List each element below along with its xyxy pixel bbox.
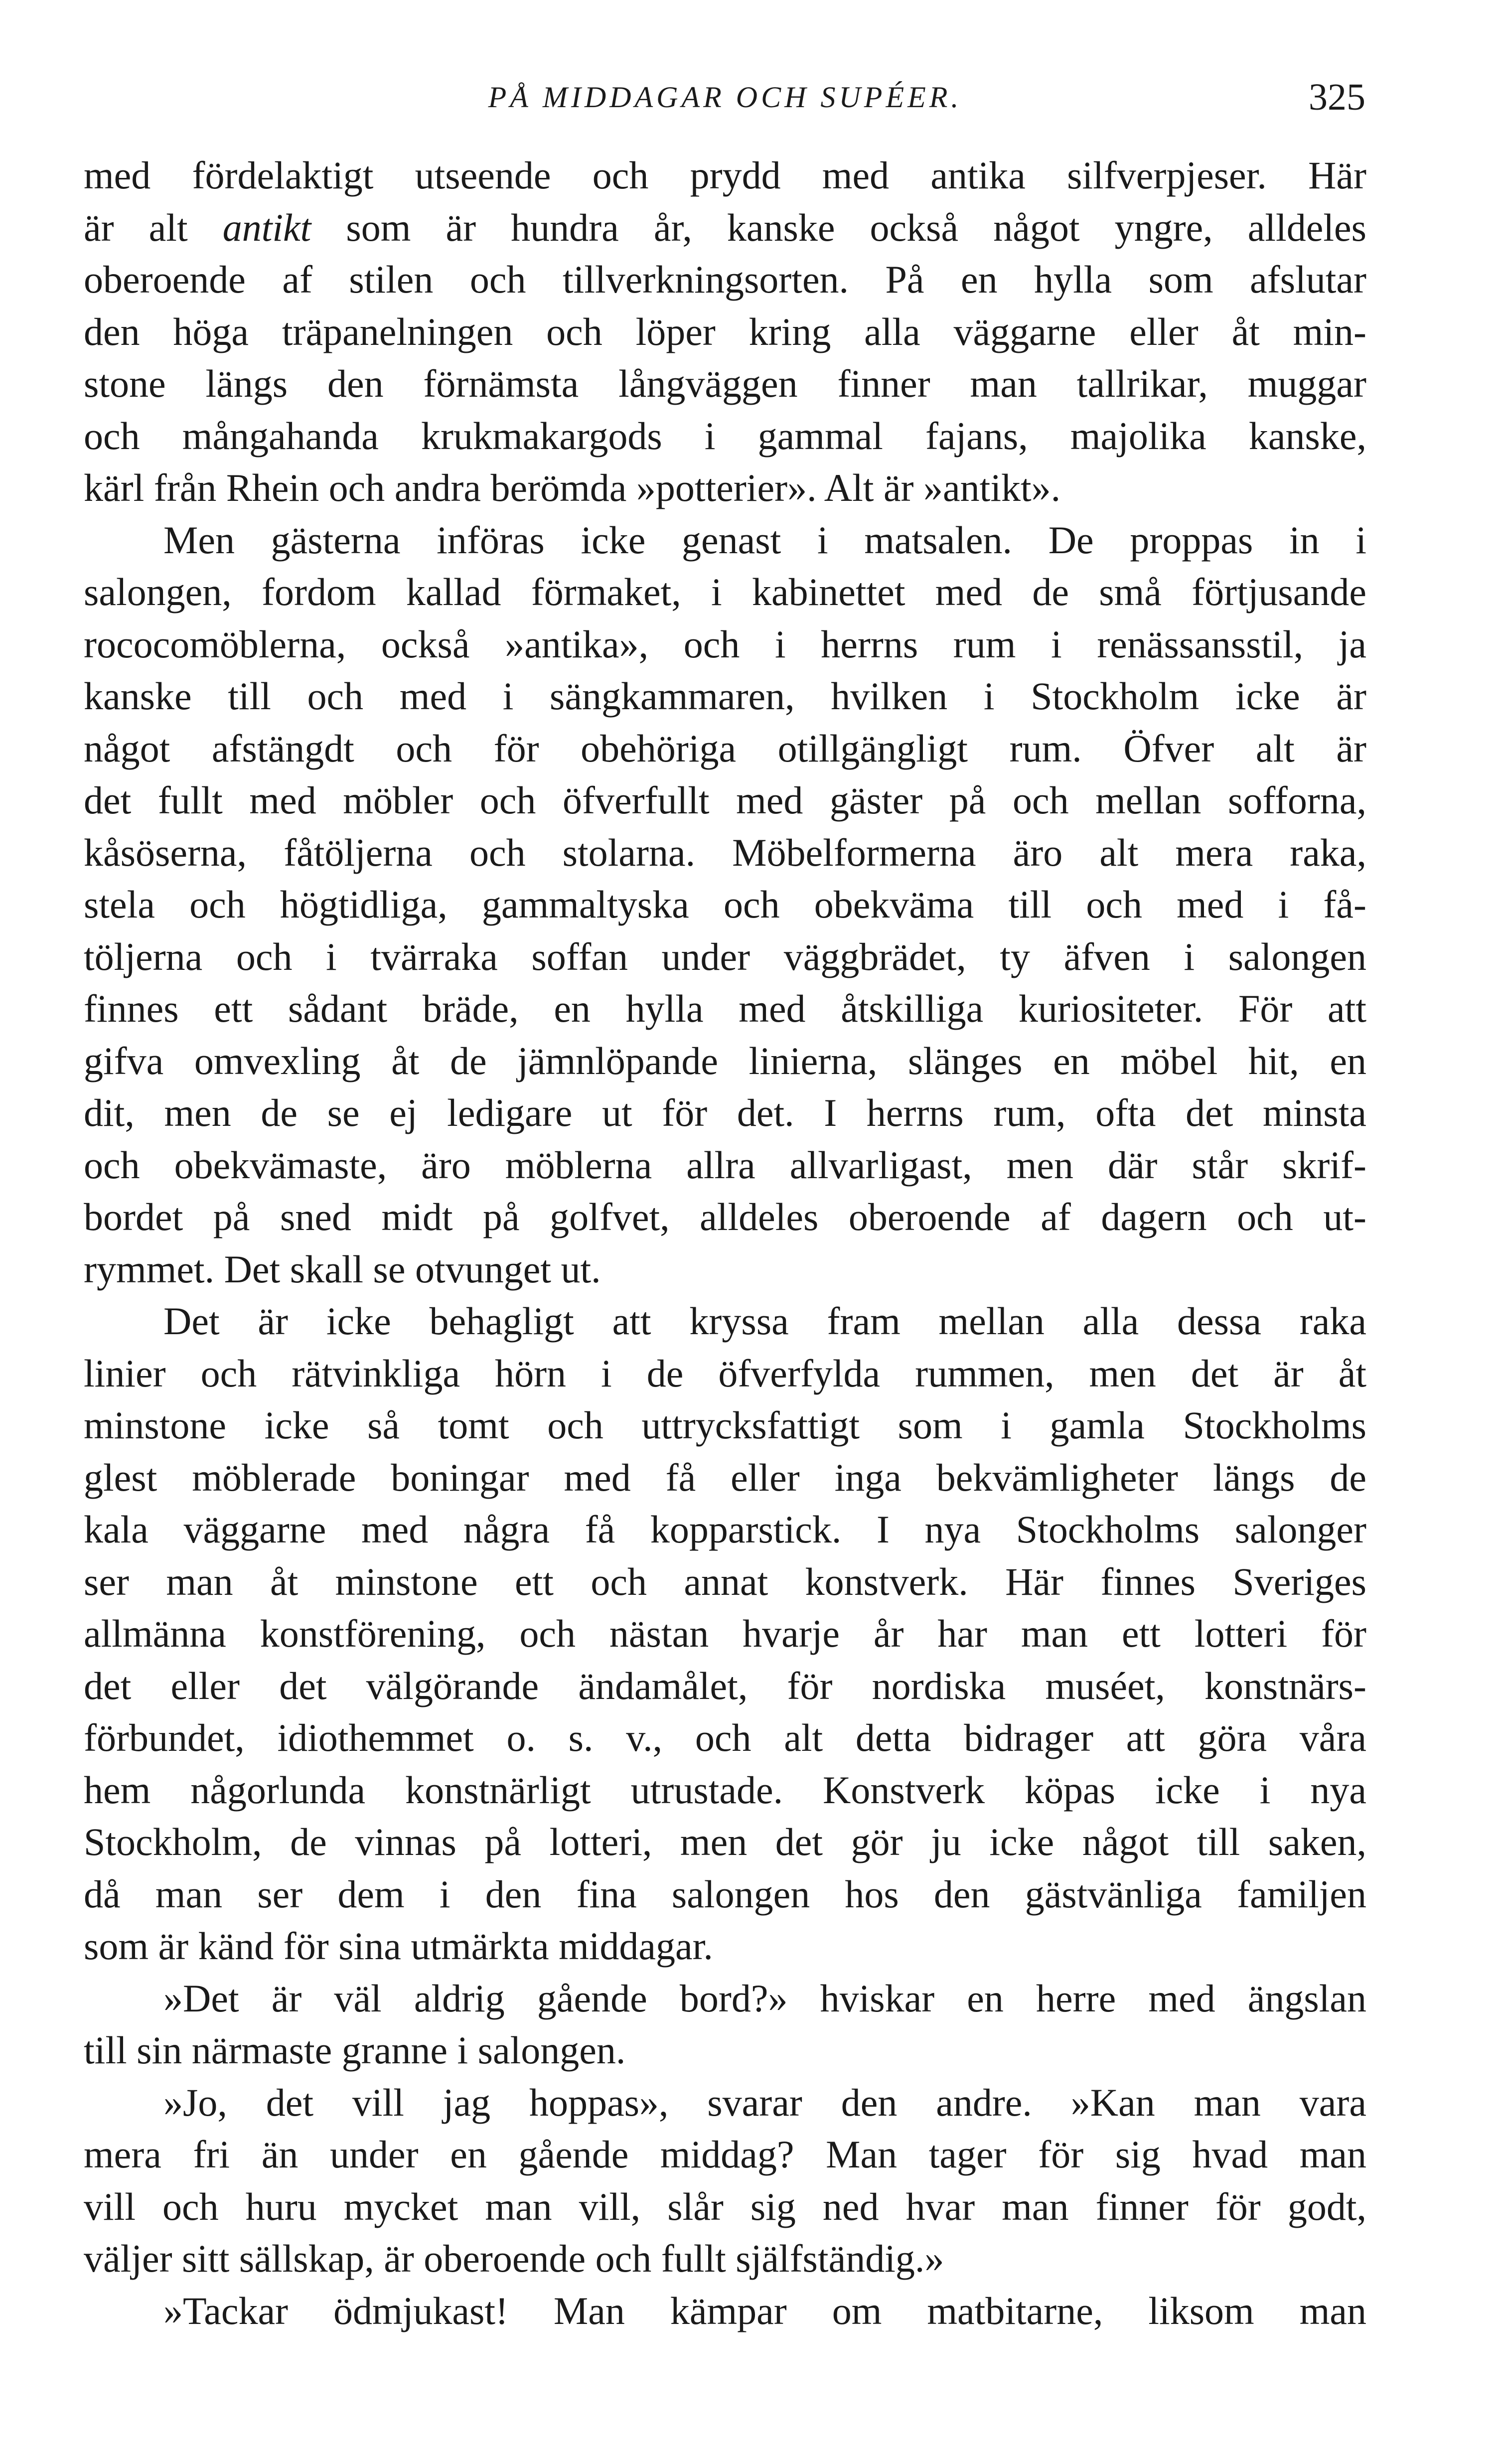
text-line: bordet på sned midt på golfvet, alldeles oberoende af dagern och ut- [84, 1195, 1366, 1238]
text-line: mera fri än under en gående middag? Man tager för sig hvad man [84, 2133, 1366, 2176]
text-line: ser man åt minstone ett och annat konstverk. Här finnes Sveriges [84, 1559, 1366, 1603]
text-span: är alt [84, 205, 223, 249]
text-line: »Jo, det vill jag hoppas», svarar den andre. »Kan man vara [163, 2080, 1366, 2124]
text-line: dit, men de se ej ledigare ut för det. I herrns rum, ofta det minsta [84, 1091, 1366, 1134]
text-line: vill och huru mycket man vill, slår sig ned hvar man finner för godt, [84, 2184, 1366, 2228]
text-line: glest möblerade boningar med få eller inga bekvämligheter längs de [84, 1455, 1366, 1499]
text-line: med fördelaktigt utseende och prydd med antika silfverpjeser. Här [84, 154, 1366, 197]
text-line: kala väggarne med några få kopparstick. I nya Stockholms salonger [84, 1508, 1366, 1551]
running-title: PÅ MIDDAGAR OCH SUPÉER. [488, 81, 962, 114]
text-line: väljer sitt sällskap, är oberoende och fullt själfständig.» [84, 2237, 944, 2280]
text-line: kanske till och med i sängkammaren, hvilken i Stockholm icke är [84, 674, 1366, 718]
text-line: linier och rätvinkliga hörn i de öfverfylda rummen, men det är åt [84, 1351, 1366, 1395]
text-line: den höga träpanelningen och löper kring alla väggarne eller åt min- [84, 309, 1366, 353]
text-line: allmänna konstförening, och nästan hvarje år har man ett lotteri för [84, 1612, 1366, 1655]
text-line: och obekvämaste, äro möblerna allra allvarligast, men där står skrif- [84, 1143, 1366, 1187]
running-head [85, 70, 1365, 125]
text-line: »Tackar ödmjukast! Man kämpar om matbitarne, liksom man [163, 2289, 1366, 2332]
text-line: Stockholm, de vinnas på lotteri, men det gör ju icke något till saken, [84, 1820, 1366, 1863]
text-line: »Det är väl aldrig gående bord?» hviskar en herre med ängslan [163, 1976, 1366, 2020]
text-line: och mångahanda krukmakargods i gammal fajans, majolika kanske, [84, 414, 1366, 458]
body-text [84, 150, 1366, 2337]
text-line [84, 202, 1366, 254]
text-line: minstone icke så tomt och uttrycksfattigt som i gamla Stockholms [84, 1403, 1366, 1447]
text-line: stone längs den förnämsta långväggen finner man tallrikar, muggar [84, 362, 1366, 405]
text-line: det eller det välgörande ändamålet, för nordiska muséet, konstnärs- [84, 1664, 1366, 1707]
text-line: Men gästerna införas icke genast i matsalen. De proppas in i [163, 518, 1366, 562]
text-line: förbundet, idiothemmet o. s. v., och alt detta bidrager att göra våra [84, 1716, 1366, 1759]
text-line: gifva omvexling åt de jämnlöpande linierna, slänges en möbel hit, en [84, 1039, 1366, 1082]
text-line: oberoende af stilen och tillverkningsorten. På en hylla som afslutar [84, 258, 1366, 301]
text-line: töljerna och i tvärraka soffan under väggbrädet, ty äfven i salongen [84, 934, 1366, 978]
text-line: hem någorlunda konstnärligt utrustade. Konstverk köpas icke i nya [84, 1768, 1366, 1812]
text-line: kärl från Rhein och andra berömda »potterier». Alt är »antikt». [84, 466, 1061, 509]
text-line: stela och högtidliga, gammaltyska och obekväma till och med i få- [84, 883, 1366, 926]
text-line: något afstängdt och för obehöriga otillgängligt rum. Öfver alt är [84, 726, 1366, 770]
text-span: som är hundra år, kanske också något yngre, alldeles [311, 205, 1366, 249]
text-line: som är känd för sina utmärkta middagar. [84, 1924, 713, 1968]
page-number: 325 [1309, 76, 1365, 118]
text-line: Det är icke behagligt att kryssa fram mellan alla dessa raka [163, 1299, 1366, 1343]
text-line: då man ser dem i den fina salongen hos den gästvänliga familjen [84, 1872, 1366, 1916]
text-line: till sin närmaste granne i salongen. [84, 2028, 626, 2072]
text-line: salongen, fordom kallad förmaket, i kabinettet med de små förtjusande [84, 570, 1366, 614]
text-line: det fullt med möbler och öfverfullt med gäster på och mellan sofforna, [84, 778, 1366, 822]
text-line: finnes ett sådant bräde, en hylla med åtskilliga kuriositeter. För att [84, 987, 1366, 1030]
italic-word: antikt [222, 205, 311, 249]
text-line: rococomöblerna, också »antika», och i herrns rum i renässansstil, ja [84, 622, 1366, 666]
text-line: rymmet. Det skall se otvunget ut. [84, 1247, 601, 1291]
text-line: kåsöserna, fåtöljerna och stolarna. Möbelformerna äro alt mera raka, [84, 830, 1366, 874]
